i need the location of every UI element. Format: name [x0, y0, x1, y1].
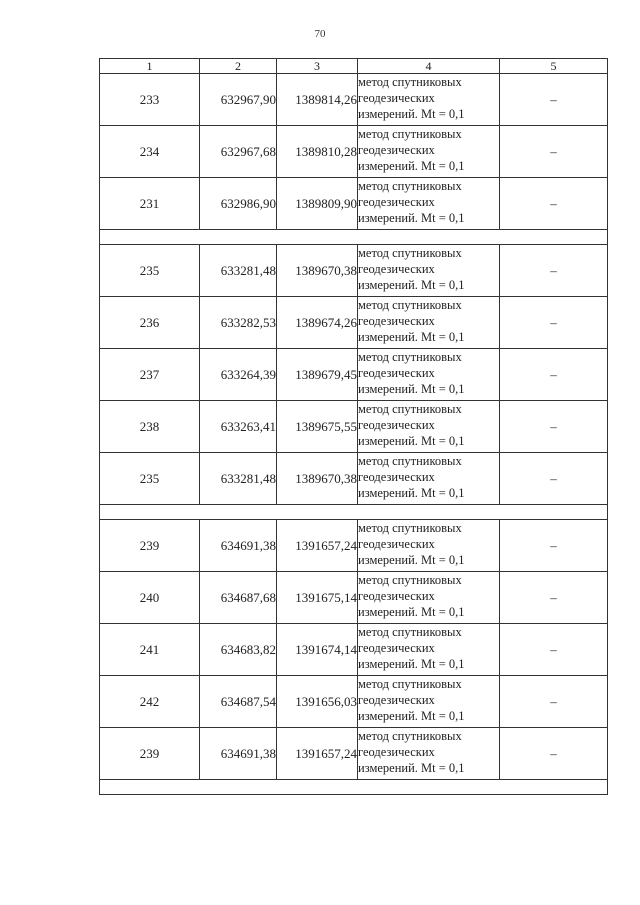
method-cell: метод спутниковых геодезических измерений. Mt = 0,1	[358, 245, 500, 297]
point-number-cell: 234	[100, 126, 200, 178]
table-row	[100, 245, 608, 297]
gap-cell	[100, 780, 608, 795]
method-cell: метод спутниковых геодезических измерений. Mt = 0,1	[358, 453, 500, 505]
x-coordinate-cell: 634683,82	[200, 624, 277, 676]
column-header: 2	[200, 59, 277, 74]
col5-cell: –	[500, 178, 608, 230]
y-coordinate-cell: 1389679,45	[277, 349, 358, 401]
x-coordinate-cell: 632986,90	[200, 178, 277, 230]
col5-cell: –	[500, 624, 608, 676]
x-coordinate-cell: 633281,48	[200, 245, 277, 297]
point-number-cell: 237	[100, 349, 200, 401]
col5-cell: –	[500, 572, 608, 624]
method-cell: метод спутниковых геодезических измерений. Mt = 0,1	[358, 520, 500, 572]
y-coordinate-cell: 1389670,38	[277, 453, 358, 505]
table-header-row	[100, 59, 608, 74]
point-number-cell: 233	[100, 74, 200, 126]
table-row	[100, 178, 608, 230]
method-cell: метод спутниковых геодезических измерений. Mt = 0,1	[358, 178, 500, 230]
table-row	[100, 520, 608, 572]
table-gap-row	[100, 505, 608, 520]
gap-cell	[100, 505, 608, 520]
method-cell: метод спутниковых геодезических измерений. Mt = 0,1	[358, 676, 500, 728]
y-coordinate-cell: 1389675,55	[277, 401, 358, 453]
point-number-cell: 235	[100, 453, 200, 505]
table-gap-row	[100, 230, 608, 245]
col5-cell: –	[500, 453, 608, 505]
column-header: 4	[358, 59, 500, 74]
point-number-cell: 231	[100, 178, 200, 230]
x-coordinate-cell: 634691,38	[200, 728, 277, 780]
col5-cell: –	[500, 297, 608, 349]
table-row	[100, 74, 608, 126]
y-coordinate-cell: 1389814,26	[277, 74, 358, 126]
y-coordinate-cell: 1389809,90	[277, 178, 358, 230]
method-cell: метод спутниковых геодезических измерений. Mt = 0,1	[358, 728, 500, 780]
y-coordinate-cell: 1389810,28	[277, 126, 358, 178]
point-number-cell: 242	[100, 676, 200, 728]
x-coordinate-cell: 634691,38	[200, 520, 277, 572]
coordinates-table	[99, 58, 608, 795]
y-coordinate-cell: 1391674,14	[277, 624, 358, 676]
table-row	[100, 728, 608, 780]
x-coordinate-cell: 633264,39	[200, 349, 277, 401]
method-cell: метод спутниковых геодезических измерений. Mt = 0,1	[358, 349, 500, 401]
y-coordinate-cell: 1391675,14	[277, 572, 358, 624]
table-row	[100, 401, 608, 453]
column-header: 3	[277, 59, 358, 74]
col5-cell: –	[500, 728, 608, 780]
method-cell: метод спутниковых геодезических измерений. Mt = 0,1	[358, 74, 500, 126]
method-cell: метод спутниковых геодезических измерений. Mt = 0,1	[358, 126, 500, 178]
point-number-cell: 238	[100, 401, 200, 453]
x-coordinate-cell: 633263,41	[200, 401, 277, 453]
point-number-cell: 240	[100, 572, 200, 624]
point-number-cell: 241	[100, 624, 200, 676]
method-cell: метод спутниковых геодезических измерений. Mt = 0,1	[358, 624, 500, 676]
table-row	[100, 349, 608, 401]
col5-cell: –	[500, 520, 608, 572]
x-coordinate-cell: 634687,68	[200, 572, 277, 624]
x-coordinate-cell: 633282,53	[200, 297, 277, 349]
column-header: 5	[500, 59, 608, 74]
x-coordinate-cell: 632967,90	[200, 74, 277, 126]
y-coordinate-cell: 1391656,03	[277, 676, 358, 728]
point-number-cell: 236	[100, 297, 200, 349]
point-number-cell: 239	[100, 520, 200, 572]
y-coordinate-cell: 1389674,26	[277, 297, 358, 349]
col5-cell: –	[500, 401, 608, 453]
page-number: 70	[314, 28, 326, 40]
table-row	[100, 453, 608, 505]
table-gap-row	[100, 780, 608, 795]
y-coordinate-cell: 1391657,24	[277, 728, 358, 780]
y-coordinate-cell: 1389670,38	[277, 245, 358, 297]
y-coordinate-cell: 1391657,24	[277, 520, 358, 572]
point-number-cell: 239	[100, 728, 200, 780]
col5-cell: –	[500, 676, 608, 728]
table-row	[100, 297, 608, 349]
table-row	[100, 676, 608, 728]
table-row	[100, 624, 608, 676]
x-coordinate-cell: 634687,54	[200, 676, 277, 728]
col5-cell: –	[500, 74, 608, 126]
method-cell: метод спутниковых геодезических измерений. Mt = 0,1	[358, 297, 500, 349]
col5-cell: –	[500, 245, 608, 297]
x-coordinate-cell: 633281,48	[200, 453, 277, 505]
gap-cell	[100, 230, 608, 245]
method-cell: метод спутниковых геодезических измерений. Mt = 0,1	[358, 401, 500, 453]
col5-cell: –	[500, 349, 608, 401]
x-coordinate-cell: 632967,68	[200, 126, 277, 178]
table-body	[100, 74, 608, 795]
table-row	[100, 572, 608, 624]
column-header: 1	[100, 59, 200, 74]
method-cell: метод спутниковых геодезических измерений. Mt = 0,1	[358, 572, 500, 624]
point-number-cell: 235	[100, 245, 200, 297]
table-row	[100, 126, 608, 178]
col5-cell: –	[500, 126, 608, 178]
